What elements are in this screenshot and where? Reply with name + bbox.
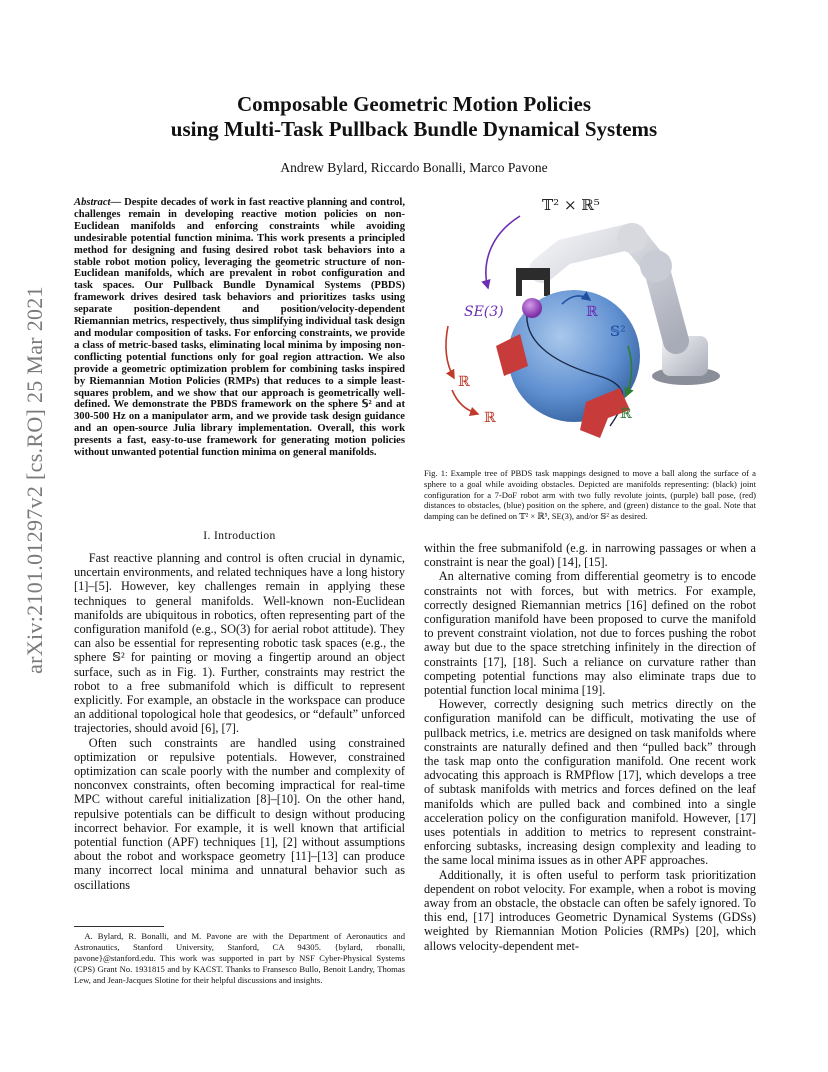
label-se3: SE(3)	[464, 304, 504, 320]
gripper-finger	[544, 280, 550, 296]
section-heading-introduction: I. Introduction	[203, 530, 276, 542]
figure-1	[424, 196, 756, 466]
label-r-green: ℝ	[620, 406, 632, 422]
footnote-rule	[74, 926, 164, 927]
label-top: 𝕋² × ℝ⁵	[542, 196, 600, 214]
arrow-purple	[486, 216, 520, 288]
ball	[522, 298, 542, 318]
robot-gripper	[516, 268, 550, 280]
arrow-red-lower	[452, 390, 478, 414]
label-r-purple: ℝ	[586, 304, 598, 320]
paper-title	[0, 92, 828, 142]
right-column-body	[424, 541, 756, 953]
label-r-left-lower: ℝ	[484, 410, 496, 426]
figure-caption: Fig. 1: Example tree of PBDS task mappings designed to move a ball along the surface of a sphere to a goal while avoiding obstacles. Depicted are manifolds representing: (black) joint configuration for a 7-DoF robot arm with two fully revolute joints, (purple) ball pose, (red) distances to obstacles, (blue) position on the sphere, and (green) distance to the goal. Note that damping can be defined on 𝕋² × ℝ⁵, SE(3), and/or 𝕊² as desired.	[424, 468, 756, 522]
paragraph: However, correctly designing such metrics directly on the configuration manifold can be difficult, motivating the use of pullback metrics, i.e. metrics are designed on task manifolds where constraints are naturally defined and then “pulled back” through the task map onto the configuration manifold. One recent work advocating this approach is RMPflow [17], which develops a tree of subtask manifolds with metrics and forces defined on the leaf manifolds which are pulled back and combined into a single acceleration policy on the configuration manifold. However, [17] uses potentials in addition to metrics to represent constraint-enforcing subtasks, increasing design complexity and leading to the same local minima issues as in other APF approaches.	[424, 697, 756, 868]
label-r-left-upper: ℝ	[458, 374, 470, 390]
abstract-body: — Despite decades of work in fast reactive planning and control, challenges remain in developing reactive motion policies on non-Euclidean manifolds and enforcing constraints while avoiding undesirable potential function minima. This work presents a principled method for designing and fusing desired robot task behaviors into a stable robot motion policy, leveraging the geometric structure of non-Euclidean manifolds, which are prevalent in robot configuration and task spaces. Our Pullback Bundle Dynamical Systems (PBDS) framework drives desired task behaviors and prioritizes tasks using separate position-dependent and position/velocity-dependent Riemannian metrics, respectively, thus simplifying individual task design and modular composition of tasks. For enforcing constraints, we provide a class of metric-based tasks, eliminating local minima by imposing non-conflicting potential functions only for goal region attraction. We also provide a geometric optimization problem for combining tasks inspired by Riemannian Motion Policies (RMPs) that reduces to a simple least-squares problem, and we show that our approach is geometrically well-defined. We demonstrate the PBDS framework on the sphere 𝕊² and at 300-500 Hz on a manipulator arm, and we provide task design guidance and an open-source Julia library implementation. Overall, this work presents a fast, easy-to-use framework for generating motion policies without unwanted potential function minima on general manifolds.	[74, 197, 405, 459]
abstract-lead: Abstract	[74, 197, 111, 208]
arrow-red-upper	[446, 326, 454, 378]
gripper-finger	[516, 280, 522, 296]
author-list: Andrew Bylard, Riccardo Bonalli, Marco Pavone	[280, 160, 548, 175]
arxiv-sidebar	[10, 200, 60, 760]
paragraph: Additionally, it is often useful to perform task prioritization dependent on robot velocity. For example, when a robot is moving away from an obstacle, the obstacle can often be safely ignored. To this end, [17] introduces Geometric Dynamical Systems (GDSs) weighted by Riemannian Motion Policies (RMPs) [20], which allows velocity-dependent met-	[424, 867, 756, 953]
paragraph: Often such constraints are handled using constrained optimization or repulsive potentials. However, constrained optimization can scale poorly with the number and complexity of nonconvex constraints, often becoming impractical for real-time MPC without careful initialization [8]–[10]. On the other hand, repulsive potentials can be difficult to design without producing incorrect behavior. For example, it is well known that artificial potential function (APF) techniques [1], [2] without assumptions about the robot and workspace geometry [11]–[13] can produce many incorrect local minima and unnatural behavior such as oscillations	[74, 735, 405, 892]
robot-arm-illustration	[424, 196, 756, 466]
title-line-2: using Multi-Task Pullback Bundle Dynamical Systems	[170, 117, 658, 141]
paragraph: Fast reactive planning and control is often crucial in dynamic, uncertain environments, and related techniques have a long history [1]–[5]. However, key challenges remain in applying these techniques to general manifolds. Well-known non-Euclidean manifolds are ubiquitous in robotics, often representing part of the configuration manifold (e.g., SO(3) for aerial robot attitude). They can also be essential for representing robotic task spaces (e.g., the sphere 𝕊² for painting or moving a fingertip around an object surface, such as in Fig. 1). Further, constraints may restrict the robot to a free submanifold which is difficult to represent explicitly. For example, an obstacle in the workspace can produce an additional topological hole that geodesics, or “default” unforced trajectories, should avoid [6], [7].	[74, 551, 405, 736]
label-s2: 𝕊²	[610, 324, 626, 340]
paragraph: An alternative coming from differential geometry is to encode constraints not with forces, but with metrics. For example, correctly designed Riemannian metrics [16] defined on the robot configuration manifold have been proposed to curve the manifold to prevent constraint violation, not due to forces pushing the robot away but due to the space stretching infinitely in the direction of constraints [17], [18]. Such a reliance on curvature rather than competing potential functions may also eliminate traps due to potential function local minima [19].	[424, 569, 756, 698]
affiliation-footnote	[74, 926, 405, 986]
abstract	[74, 197, 405, 459]
title-line-1: Composable Geometric Motion Policies	[236, 92, 591, 116]
left-column-body	[74, 551, 405, 892]
arxiv-identifier[interactable]: arXiv:2101.01297v2 [cs.RO] 25 Mar 2021	[22, 286, 47, 674]
footnote-text: A. Bylard, R. Bonalli, and M. Pavone are with the Department of Aeronautics and Astronautics, Stanford University, Stanford, CA 94305. {bylard, rbonalli, pavone}@stanford.edu. This work was supported in part by NSF Cyber-Physical Systems (CPS) Grant No. 1931815 and by KACST. Thanks to Fransesco Bullo, Benoit Landry, Thomas Lew, and Jean-Jacques Slotine for their helpful discussions and insights.	[74, 931, 405, 985]
paragraph: within the free submanifold (e.g. in narrowing passages or when a constraint is near the goal) [14], [15].	[424, 541, 756, 570]
robot-joint	[640, 250, 672, 282]
robot-joint	[617, 223, 647, 253]
